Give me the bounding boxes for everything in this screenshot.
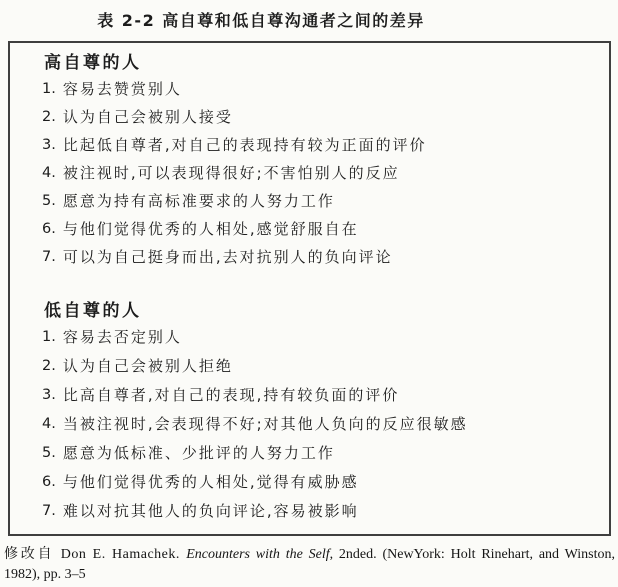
item-text: 认为自己会被别人拒绝 [62,357,233,375]
item-text: 与他们觉得优秀的人相处,觉得有威胁感 [62,473,359,491]
item-text: 难以对抗其他人的负向评论,容易被影响 [62,502,359,520]
high-section-heading: 高自尊的人 [44,53,142,73]
item-number: 4. [42,165,56,181]
low-self-esteem-section [42,299,595,521]
item-number: 2. [42,358,56,374]
low-section-heading: 低自尊的人 [44,301,142,321]
item-number: 1. [42,81,56,97]
item-number: 1. [42,329,56,345]
item-number: 7. [42,503,56,519]
item-number: 7. [42,249,56,265]
table-caption: 表 2-2 高自尊和低自尊沟通者之间的差异 [97,11,425,30]
source-citation [4,545,615,584]
table-border-box [8,41,611,536]
item-text: 比高自尊者,对自己的表现,持有较负面的评价 [62,386,400,404]
item-number: 4. [42,416,56,432]
item-text: 与他们觉得优秀的人相处,感觉舒服自在 [62,220,359,238]
item-number: 5. [42,445,56,461]
item-number: 2. [42,109,56,125]
item-number: 6. [42,221,56,237]
item-text: 比起低自尊者,对自己的表现持有较为正面的评价 [62,136,427,154]
item-text: 容易去否定别人 [62,328,182,346]
list-item [42,191,595,211]
list-item [42,472,595,492]
high-self-esteem-section [42,51,595,267]
list-item [42,385,595,405]
list-item [42,443,595,463]
item-number: 6. [42,474,56,490]
list-item [42,414,595,434]
citation-line-2: 1982), pp. 3–5 [4,566,86,582]
item-number: 5. [42,193,56,209]
list-item [42,107,595,127]
list-item [42,501,595,521]
list-item [42,163,595,183]
item-text: 可以为自己挺身而出,去对抗别人的负向评论 [62,248,393,266]
item-number: 3. [42,387,56,403]
list-item [42,79,595,99]
citation-line-1 [4,545,615,565]
item-text: 认为自己会被别人接受 [62,108,233,126]
list-item [42,219,595,239]
list-item [42,247,595,267]
citation-prefix: 修改自 Don E. Hamachek. [4,547,187,562]
citation-book-title: Encounters with the Self [186,547,330,562]
item-text: 容易去赞赏别人 [62,80,182,98]
item-text: 愿意为低标准、少批评的人努力工作 [62,444,335,462]
list-item [42,327,595,347]
item-text: 当被注视时,会表现得不好;对其他人负向的反应很敏感 [62,415,468,433]
citation-suffix: , 2nded. (NewYork: Holt Rinehart, and Winston, [329,547,615,562]
item-text: 被注视时,可以表现得很好;不害怕别人的反应 [62,164,400,182]
item-number: 3. [42,137,56,153]
list-item [42,356,595,376]
item-text: 愿意为持有高标准要求的人努力工作 [62,192,335,210]
list-item [42,135,595,155]
